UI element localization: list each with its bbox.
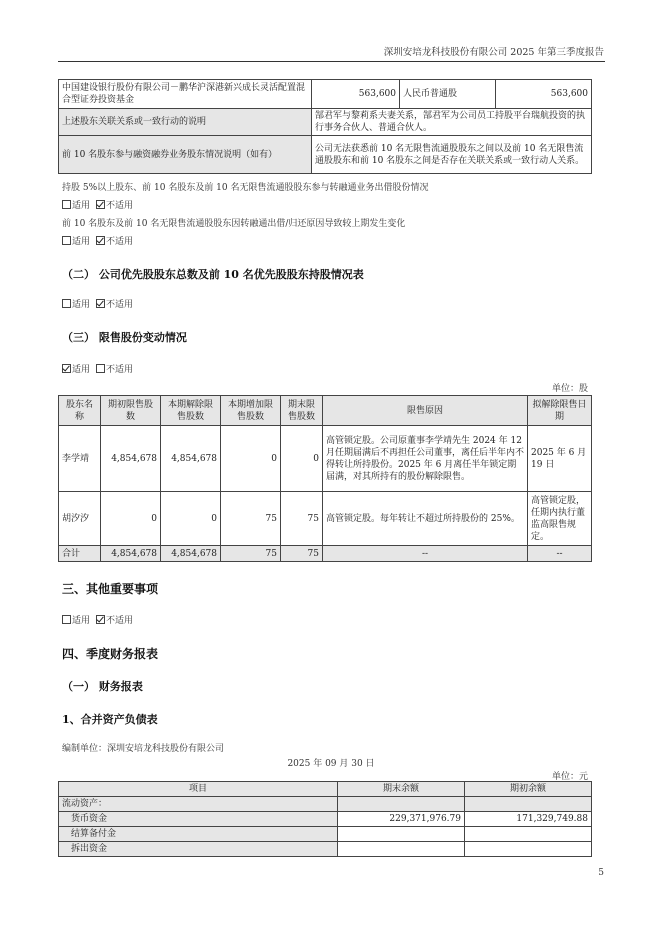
cell-name: 胡汐汐 bbox=[59, 492, 101, 546]
table-total-row bbox=[59, 546, 592, 562]
checkbox-checked-icon bbox=[62, 364, 71, 373]
balance-sheet-title: 1、合并资产负债表 bbox=[62, 713, 158, 726]
cell-end-balance: 229,371,976.79 bbox=[338, 812, 465, 827]
col-header-added: 本期增加限售股数 bbox=[221, 396, 281, 426]
col-header-reason: 限售原因 bbox=[323, 396, 528, 426]
cell-item: 流动资产： bbox=[59, 797, 338, 812]
preferred-options: 适用 不适用 bbox=[62, 297, 133, 310]
cell-total-date: -- bbox=[528, 546, 592, 562]
holder-name-cell: 中国建设银行股份有限公司－鹏华沪深港新兴成长灵活配置混合型证券投资基金 bbox=[59, 80, 312, 109]
section-preferred-title: （二） 公司优先股股东总数及前 10 名优先股股东持股情况表 bbox=[62, 268, 364, 281]
table-row bbox=[59, 812, 592, 827]
part3-title: 三、其他重要事项 bbox=[62, 582, 159, 596]
cell-total-reason: -- bbox=[323, 546, 528, 562]
cell-name: 李学靖 bbox=[59, 426, 101, 492]
checkbox-unchecked-icon bbox=[62, 200, 71, 209]
restricted-unit: 单位：股 bbox=[551, 384, 588, 394]
cell-end: 0 bbox=[281, 426, 323, 492]
compiler-unit: 编制单位：深圳安培龙科技股份有限公司 bbox=[62, 744, 225, 754]
margin-label: 前 10 名股东参与融资融券业务股东情况说明（如有） bbox=[59, 136, 312, 174]
col-header-end: 期末限售股数 bbox=[281, 396, 323, 426]
cell-begin: 0 bbox=[101, 492, 161, 546]
col-header-item: 项目 bbox=[59, 782, 338, 797]
cell-total-name: 合计 bbox=[59, 546, 101, 562]
page-header: 深圳安培龙科技股份有限公司 2025 年第三季度报告 bbox=[383, 47, 604, 58]
col-header-released: 本期解除限售股数 bbox=[161, 396, 221, 426]
table-row bbox=[59, 426, 592, 492]
cell-begin-balance bbox=[465, 827, 592, 842]
cell-end-balance bbox=[338, 842, 465, 857]
holder-shares-cell: 563,600 bbox=[312, 80, 400, 109]
cell-begin: 4,854,678 bbox=[101, 426, 161, 492]
cell-date: 2025 年 6 月 19 日 bbox=[528, 426, 592, 492]
sub1-title: （一） 财务报表 bbox=[62, 680, 143, 693]
cell-item: 结算备付金 bbox=[59, 827, 338, 842]
change-text: 前 10 名股东及前 10 名无限售流通股股东因转融通出借/归还原因导致较上期发生变化 bbox=[62, 219, 406, 229]
part3-options: 适用 不适用 bbox=[62, 613, 133, 626]
cell-end: 75 bbox=[281, 492, 323, 546]
cell-begin-balance bbox=[465, 842, 592, 857]
cell-reason: 高管锁定股。公司原董事李学靖先生 2024 年 12 月任期届满后不再担任公司董事，离任后半年内不得转让所持股份。2025 年 6 月离任半年锁定期届满，对其所持有的股份解除限售。 bbox=[323, 426, 528, 492]
cell-total-added: 75 bbox=[221, 546, 281, 562]
col-header-begin-balance: 期初余额 bbox=[465, 782, 592, 797]
lending-options: 适用 不适用 bbox=[62, 198, 133, 211]
part4-title: 四、季度财务报表 bbox=[62, 647, 159, 661]
checkbox-unchecked-icon bbox=[96, 364, 105, 373]
page-number: 5 bbox=[598, 868, 604, 878]
cell-released: 0 bbox=[161, 492, 221, 546]
restricted-shares-table bbox=[58, 395, 592, 562]
shareholder-table bbox=[58, 79, 592, 174]
cell-added: 0 bbox=[221, 426, 281, 492]
bs-unit: 单位：元 bbox=[551, 772, 588, 782]
table-row bbox=[59, 492, 592, 546]
cell-item: 货币资金 bbox=[59, 812, 338, 827]
cell-end-balance bbox=[338, 797, 465, 812]
checkbox-checked-icon bbox=[96, 299, 105, 308]
balance-sheet-table bbox=[58, 781, 592, 857]
cell-released: 4,854,678 bbox=[161, 426, 221, 492]
col-header-name: 股东名称 bbox=[59, 396, 101, 426]
relation-value: 郜君军与黎莉系夫妻关系，郜君军为公司员工持股平台瑞航投资的执行事务合伙人、普通合伙人。 bbox=[312, 109, 592, 136]
col-header-end-balance: 期末余额 bbox=[338, 782, 465, 797]
change-options: 适用 不适用 bbox=[62, 234, 133, 247]
margin-value: 公司无法获悉前 10 名无限售流通股股东之间以及前 10 名无限售流通股股东和前 10 名股东之间是否存在关联关系或一致行动人关系。 bbox=[312, 136, 592, 174]
share-count-cell: 563,600 bbox=[496, 80, 592, 109]
header-divider bbox=[58, 61, 605, 62]
cell-total-released: 4,854,678 bbox=[161, 546, 221, 562]
relation-label: 上述股东关联关系或一致行动的说明 bbox=[59, 109, 312, 136]
restricted-options: 适用 不适用 bbox=[62, 362, 133, 375]
cell-added: 75 bbox=[221, 492, 281, 546]
table-row bbox=[59, 842, 592, 857]
checkbox-checked-icon bbox=[96, 615, 105, 624]
checkbox-checked-icon bbox=[96, 200, 105, 209]
cell-end-balance bbox=[338, 827, 465, 842]
lending-text: 持股 5%以上股东、前 10 名股东及前 10 名无限售流通股股东参与转融通业务出借股份情况 bbox=[62, 183, 429, 193]
checkbox-unchecked-icon bbox=[62, 299, 71, 308]
checkbox-checked-icon bbox=[96, 236, 105, 245]
cell-item: 拆出资金 bbox=[59, 842, 338, 857]
cell-date: 高管锁定股，任期内执行董监高限售规定。 bbox=[528, 492, 592, 546]
report-date: 2025 年 09 月 30 日 bbox=[287, 759, 375, 769]
section-restricted-title: （三） 限售股份变动情况 bbox=[62, 331, 187, 344]
col-header-begin: 期初限售股数 bbox=[101, 396, 161, 426]
cell-total-end: 75 bbox=[281, 546, 323, 562]
cell-total-begin: 4,854,678 bbox=[101, 546, 161, 562]
table-row bbox=[59, 797, 592, 812]
table-row bbox=[59, 827, 592, 842]
share-type-cell: 人民币普通股 bbox=[400, 80, 496, 109]
checkbox-unchecked-icon bbox=[62, 615, 71, 624]
cell-reason: 高管锁定股。每年转让不超过所持股份的 25%。 bbox=[323, 492, 528, 546]
col-header-date: 拟解除限售日期 bbox=[528, 396, 592, 426]
cell-begin-balance bbox=[465, 797, 592, 812]
cell-begin-balance: 171,329,749.88 bbox=[465, 812, 592, 827]
checkbox-unchecked-icon bbox=[62, 236, 71, 245]
